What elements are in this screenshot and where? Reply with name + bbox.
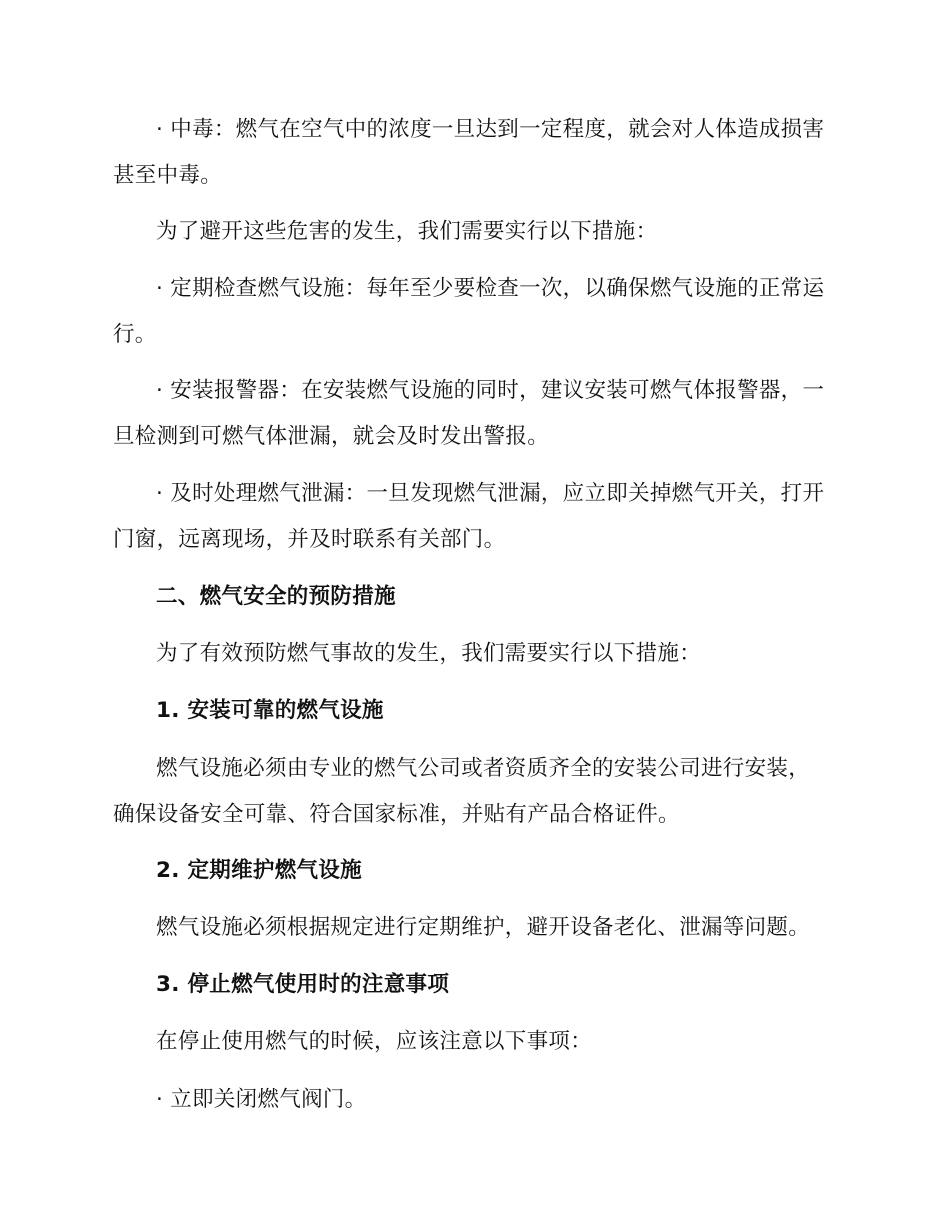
bullet-handle-leak: · 及时处理燃气泄漏：一旦发现燃气泄漏，应立即关掉燃气开关，打开门窗，远离现场，并及时联系有关部门。: [113, 481, 825, 552]
bullet-poisoning: · 中毒：燃气在空气中的浓度一旦达到一定程度，就会对人体造成损害甚至中毒。: [113, 117, 825, 188]
bullet-regular-inspection: · 定期检查燃气设施：每年至少要检查一次，以确保燃气设施的正常运行。: [113, 276, 825, 347]
prevention-intro-paragraph: 为了有效预防燃气事故的发生，我们需要实行以下措施：: [156, 641, 702, 666]
subheading-maintenance: 2. 定期维护燃气设施: [156, 858, 362, 883]
measures-intro-paragraph: 为了避开这些危害的发生，我们需要实行以下措施：: [156, 219, 658, 244]
section-heading-prevention: 二、燃气安全的预防措施: [156, 584, 396, 609]
stop-usage-paragraph: 在停止使用燃气的时候，应该注意以下事项：: [156, 1029, 593, 1054]
maintenance-paragraph: 燃气设施必须根据规定进行定期维护，避开设备老化、泄漏等问题。: [156, 915, 811, 940]
install-facilities-paragraph: 燃气设施必须由专业的燃气公司或者资质齐全的安装公司进行安装，确保设备安全可靠、符合国家标准，并贴有产品合格证件。: [113, 756, 811, 827]
bullet-install-alarm: · 安装报警器：在安装燃气设施的同时，建议安装可燃气体报警器，一旦检测到可燃气体泄漏，就会及时发出警报。: [113, 378, 825, 449]
bullet-close-valve: · 立即关闭燃气阀门。: [156, 1087, 367, 1112]
subheading-install-facilities: 1. 安装可靠的燃气设施: [156, 698, 384, 723]
subheading-stop-usage: 3. 停止燃气使用时的注意事项: [156, 972, 450, 997]
